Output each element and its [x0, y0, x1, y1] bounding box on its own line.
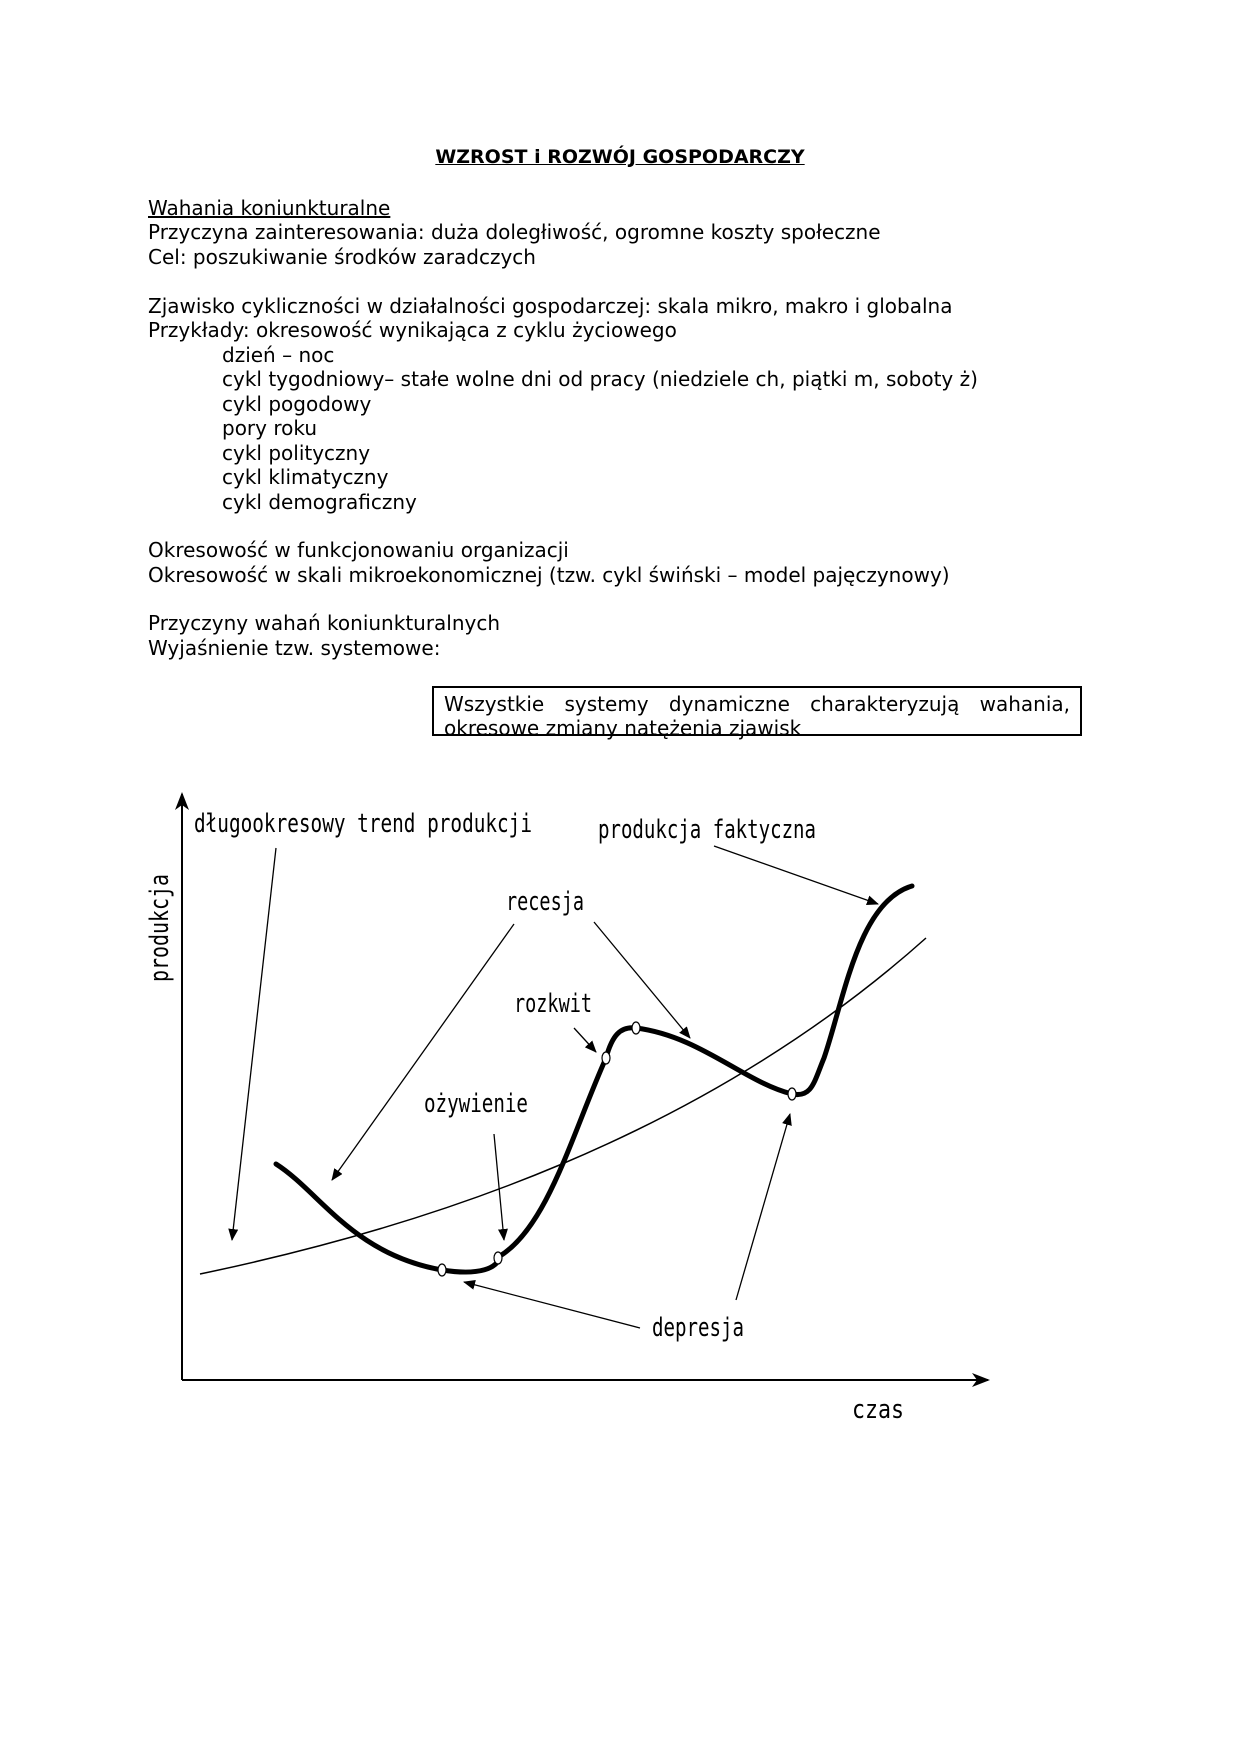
text-line: Cel: poszukiwanie środków zaradczych [148, 245, 536, 269]
actual-production-label: produkcja faktyczna [598, 815, 816, 845]
production-curve [276, 886, 912, 1272]
text-line: Zjawisko cykliczności w działalności gospodarczej: skala mikro, makro i globalna [148, 294, 953, 318]
definition-line-2: okresowe zmiany natężenia zjawisk [444, 716, 802, 740]
list-item: pory roku [222, 416, 318, 440]
text-line: Wyjaśnienie tzw. systemowe: [148, 636, 441, 660]
text-line: Przyczyna zainteresowania: duża doległiwość, ogromne koszty społeczne [148, 220, 881, 244]
recession-arrow-right [594, 922, 690, 1038]
list-item: cykl demograficzny [222, 490, 417, 514]
y-axis-label: produkcja [145, 841, 175, 982]
depression-label: depresja [652, 1313, 744, 1343]
depression-arrow-right [736, 1114, 790, 1300]
depression-point [438, 1264, 446, 1276]
text-line: Przyczyny wahań koniunkturalnych [148, 611, 501, 635]
boom-point [602, 1052, 610, 1064]
recovery-label: ożywienie [424, 1089, 528, 1119]
recovery-point [494, 1252, 502, 1264]
list-item: cykl tygodniowy– stałe wolne dni od pracy (niedziele ch, piątki m, soboty ż) [222, 367, 978, 391]
list-item: cykl polityczny [222, 441, 371, 465]
actual-arrow [714, 846, 878, 904]
section-heading: Wahania koniunkturalne [148, 196, 391, 220]
peak-point [632, 1022, 640, 1034]
list-item: cykl pogodowy [222, 392, 372, 416]
trend-arrow [232, 848, 276, 1240]
text-line: Okresowość w skali mikroekonomicznej (tzw. cykl świński – model pajęczynowy) [148, 563, 950, 587]
text-line: Okresowość w funkcjonowaniu organizacji [148, 538, 569, 562]
depression-arrow-left [464, 1282, 640, 1328]
recession-label: recesja [506, 887, 584, 917]
trough-point [788, 1088, 796, 1100]
list-item: cykl klimatyczny [222, 465, 389, 489]
definition-line-1: Wszystkie systemy dynamiczne charakteryzują wahania, [444, 692, 1070, 716]
page-title: WZROST i ROZWÓJ GOSPODARCZY [435, 146, 805, 168]
x-axis-label: czas [852, 1395, 904, 1425]
trend-label: długookresowy trend produkcji [194, 809, 532, 839]
recession-arrow-left [332, 924, 514, 1180]
list-item: dzień – noc [222, 343, 335, 367]
text-line: Przykłady: okresowość wynikająca z cyklu życiowego [148, 318, 677, 342]
boom-label: rozkwit [514, 989, 592, 1019]
boom-arrow [574, 1028, 596, 1052]
